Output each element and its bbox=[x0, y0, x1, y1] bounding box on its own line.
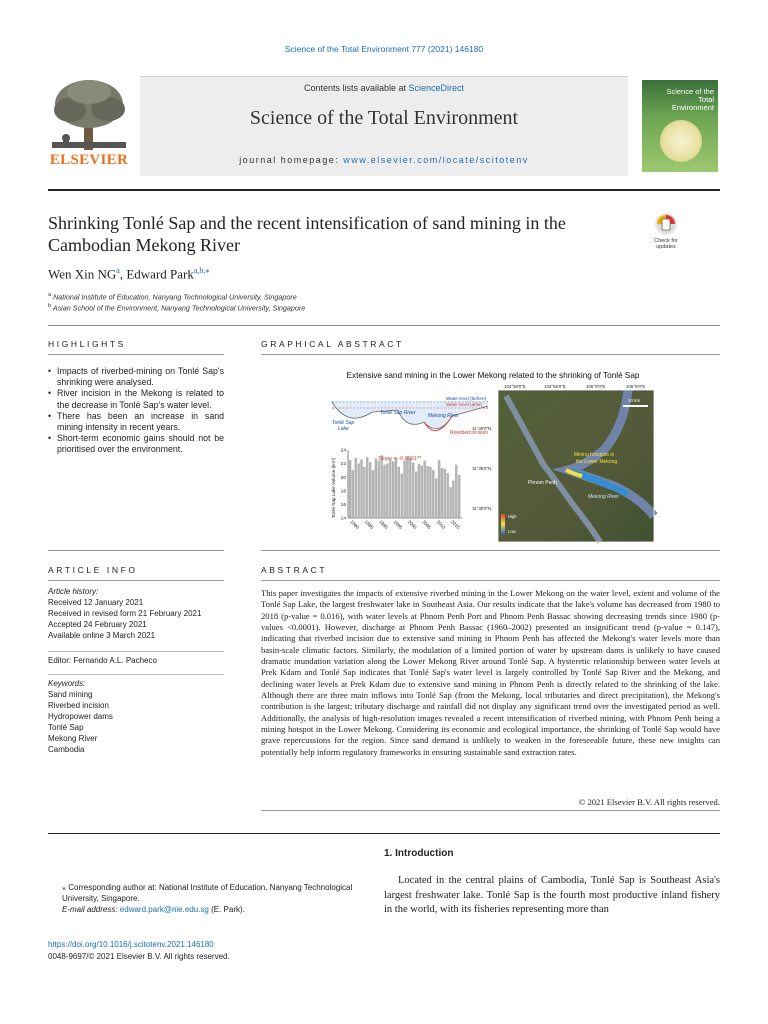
keyword: Hydropower dams bbox=[48, 712, 113, 721]
latitude-label: 11°30'0"N bbox=[472, 506, 492, 511]
email-suffix: (E. Park). bbox=[208, 905, 245, 914]
journal-title: Science of the Total Environment bbox=[249, 107, 519, 129]
x-tick-label: 2000 bbox=[406, 519, 418, 530]
article-history bbox=[48, 586, 224, 641]
article-title: Shrinking Tonlé Sap and the recent intensification of sand mining in the Cambodian Mekong River bbox=[48, 213, 566, 255]
bar-2010 bbox=[435, 479, 437, 518]
contents-prefix: Contents lists available at bbox=[303, 83, 409, 93]
check-updates-icon bbox=[648, 212, 684, 238]
affiliation-a bbox=[48, 292, 297, 301]
bar-1981 bbox=[352, 470, 354, 518]
affiliation-b bbox=[48, 303, 305, 312]
bar-1991 bbox=[381, 455, 383, 518]
homepage-line bbox=[140, 155, 628, 165]
bar-1992 bbox=[383, 465, 385, 518]
history-label: Article history: bbox=[48, 587, 99, 596]
label-riverbed-incision: Riverbed incision bbox=[450, 430, 489, 436]
highlight-item: • Short-term economic gains should not be prioritised over the environment. bbox=[48, 433, 224, 455]
bar-1997 bbox=[398, 467, 400, 518]
x-tick-label: 1985 bbox=[363, 519, 375, 530]
online-date: Available online 3 March 2021 bbox=[48, 631, 156, 640]
bar-2003 bbox=[415, 472, 417, 518]
y-tick-label: 18 bbox=[340, 489, 346, 495]
bar-1982 bbox=[355, 458, 357, 518]
accepted-date: Accepted 24 February 2021 bbox=[48, 620, 147, 629]
affiliation-mark: b bbox=[48, 303, 52, 309]
x-tick-label: 2015 bbox=[449, 519, 461, 530]
highlights-heading: HIGHLIGHTS bbox=[48, 339, 126, 349]
label-tonle-sap-lake-2: Lake bbox=[338, 426, 349, 432]
map-label-hotspot-2: the Lower Mekong bbox=[576, 459, 618, 465]
article-info-heading: ARTICLE INFO bbox=[48, 565, 138, 575]
y-tick-label: 22 bbox=[340, 462, 346, 468]
divider bbox=[261, 580, 720, 581]
y-tick-label: 14 bbox=[340, 516, 346, 522]
email-link[interactable]: edward.park@nie.edu.sg bbox=[119, 905, 209, 914]
keywords-block bbox=[48, 678, 224, 755]
journal-reference[interactable]: Science of the Total Environment 777 (2021) 146180 bbox=[284, 44, 484, 54]
longitude-label: 104°50'0"E bbox=[504, 384, 526, 389]
y-tick-label: 16 bbox=[340, 503, 346, 508]
divider bbox=[48, 354, 224, 355]
author-name[interactable]: Edward Park bbox=[126, 266, 194, 282]
latitude-label: 11°35'0"N bbox=[472, 466, 492, 471]
issn-line: 0048-9697/© 2021 Elsevier B.V. All rights reserved. bbox=[48, 952, 230, 961]
bar-1990 bbox=[378, 461, 380, 518]
x-tick-label: 1980 bbox=[349, 519, 361, 530]
divider bbox=[48, 580, 224, 581]
highlight-item: • There has been an increase in sand mining intensity in recent years. bbox=[48, 411, 224, 433]
cover-title: Science of the Total Environment bbox=[666, 87, 714, 112]
email-label: E-mail address: bbox=[62, 905, 120, 914]
y-tick-label: 20 bbox=[340, 475, 346, 481]
introduction-text: Located in the central plains of Cambodia, Tonlé Sap is Southeast Asia's largest freshwater lake. Tonlé Sap is the fourth most productive inland fishery in the world, with its fisheries representing more than bbox=[384, 875, 720, 915]
bar-2016 bbox=[452, 481, 454, 518]
legend-low: Low bbox=[508, 529, 516, 534]
map-label-mekong: Mekong River bbox=[588, 494, 619, 500]
bar-1986 bbox=[366, 457, 368, 518]
divider bbox=[48, 550, 224, 551]
editor-line: Editor: Fernando A.L. Pacheco bbox=[48, 656, 157, 665]
keyword: Sand mining bbox=[48, 690, 93, 699]
bar-2015 bbox=[450, 487, 452, 518]
author-name[interactable]: Wen Xin NG bbox=[48, 266, 117, 282]
scale-label: 10 km bbox=[628, 398, 641, 403]
x-tick-label: 2005 bbox=[421, 519, 432, 530]
cover-graphic bbox=[660, 120, 702, 162]
latitude-label: 11°40'0"N bbox=[472, 426, 492, 431]
longitude-label: 105°5'0"E bbox=[626, 384, 646, 389]
contents-line bbox=[140, 83, 628, 93]
sciencedirect-link[interactable]: ScienceDirect bbox=[408, 83, 465, 93]
label-mekong-river: Mekong River bbox=[428, 413, 459, 419]
satellite-map bbox=[498, 390, 654, 542]
revised-date: Received in revised form 21 February 2021 bbox=[48, 609, 202, 618]
corresponding-author-note: ⁎ Corresponding author at: National Institute of Education, Nanyang Technological University, Singapore. bbox=[62, 883, 353, 903]
author-list bbox=[48, 266, 209, 282]
affiliation-text: National Institute of Education, Nanyang Technological University, Singapore bbox=[53, 292, 297, 302]
bar-2005 bbox=[421, 466, 423, 518]
bar-1998 bbox=[401, 474, 403, 518]
bar-1994 bbox=[389, 460, 391, 518]
legend-water-after: Water level (after) bbox=[446, 402, 483, 407]
homepage-prefix: journal homepage: bbox=[239, 155, 344, 165]
bar-2002 bbox=[412, 463, 414, 518]
bar-2004 bbox=[418, 464, 420, 518]
map-label-hotspot: Mining hotspots in bbox=[574, 452, 615, 458]
affiliation-text: Asian School of the Environment, Nanyang Technological University, Singapore bbox=[52, 303, 306, 313]
email-line bbox=[48, 904, 368, 915]
bar-2014 bbox=[447, 473, 449, 518]
section-rule bbox=[48, 833, 720, 834]
introduction-heading: 1. Introduction bbox=[384, 848, 454, 859]
bar-2018 bbox=[458, 475, 460, 518]
masthead bbox=[48, 76, 720, 176]
bar-2012 bbox=[441, 468, 443, 518]
bar-2000 bbox=[406, 457, 408, 518]
bar-2007 bbox=[427, 466, 429, 518]
doi-link[interactable]: https://doi.org/10.1016/j.scitotenv.2021.146180 bbox=[48, 940, 214, 949]
bar-2013 bbox=[444, 469, 446, 518]
keyword: Cambodia bbox=[48, 745, 85, 754]
bar-1988 bbox=[372, 470, 374, 518]
section-rule bbox=[48, 325, 720, 326]
keyword: Riverbed incision bbox=[48, 701, 109, 710]
abstract-text: This paper investigates the impacts of extensive riverbed mining in the Lower Mekong on the water level, extent and volume of the Tonlé Sap Lake, the largest freshwater lake in Southeast Asia. Our results indicate that the lake's volume has decreased from 1980 to 2018 (p-value = 0.016), with water levels at Phnom Penh Port and Phnom Penh Bassac showing decreasing trends since 1980 (p-values <0.0001). However, discharge at Phnom Penh Bassac (1960–2002) presented an insignificant trend (p-value = 0.147), indicating that riverbed incision due to extensive sand mining in Phnom Penh has affected the Mekong's water levels more than basin-scale climatic factors. Similarly, the modulation of a limited portion of water by upstream dams is unlikely to have caused dramatic inundation variation along the Lower Mekong River around Tonlé Sap. A hysteretic relationship between water levels at Prek Kdam and Tonlé Sap indicates that Tonlé Sap's water level is largely controlled by Tonlé Sap River and the Mekong, and declining water levels at Prek Kdam due to extensive sand mining in Phnom Penh is directly related to the shrinking of the lake. Although there are three main inflows into Tonlé Sap (from the Mekong, local tributaries and direct precipitation), the Mekong's contribution is the largest; tributary discharge and rainfall did not display any significant trend over the investigated period as well. Additionally, the analysis of high-resolution images revealed a recent intensification of riverbed mining, with Phnom Penh being a mining hotspot in the Lower Mekong. Considering its economic and ecological importance, the shrinking of Tonlé Sap would have grave repercussions for the region. Since sand demand is unlikely to weaken in the foreseeable future, these new insights can potentially help inform regulatory frameworks in ensuring sustainable sand extraction rates. bbox=[261, 588, 720, 757]
bar-2011 bbox=[438, 460, 440, 518]
bar-2001 bbox=[409, 458, 411, 518]
author-separator: , bbox=[119, 266, 127, 282]
longitude-label: 105°0'0"E bbox=[586, 384, 606, 389]
received-date: Received 12 January 2021 bbox=[48, 598, 144, 607]
label-tonle-sap-river: Tonlé Sap River bbox=[380, 410, 416, 416]
bar-2017 bbox=[455, 465, 457, 518]
legend-water-before: Water level (before) bbox=[446, 396, 487, 401]
divider bbox=[261, 810, 720, 811]
bar-1980 bbox=[349, 460, 351, 518]
bar-1996 bbox=[395, 458, 397, 518]
y-tick-labels bbox=[341, 448, 347, 522]
map-label-phnom-penh: Phnom Penh bbox=[528, 480, 557, 486]
graphical-abstract-figure[interactable] bbox=[328, 366, 658, 546]
divider bbox=[48, 651, 224, 652]
graphical-abstract-heading: GRAPHICAL ABSTRACT bbox=[261, 339, 404, 349]
bar-1984 bbox=[360, 460, 362, 518]
longitude-label: 104°55'0"E bbox=[544, 384, 566, 389]
header-rule bbox=[48, 189, 720, 191]
x-tick-label: 1995 bbox=[392, 519, 404, 530]
legend-high: High bbox=[508, 514, 517, 519]
divider bbox=[261, 550, 720, 551]
y-tick-label: 24 bbox=[340, 448, 346, 454]
bars bbox=[349, 455, 460, 518]
keywords-label: Keywords: bbox=[48, 679, 86, 688]
label-tonle-sap-lake: Tonlé Sap bbox=[332, 420, 355, 426]
bar-1985 bbox=[363, 467, 365, 518]
bar-1989 bbox=[375, 459, 377, 518]
bar-2008 bbox=[429, 467, 431, 518]
check-for-updates-button[interactable] bbox=[648, 212, 684, 256]
slope-annotation: Slope = -0.0001** bbox=[378, 456, 422, 462]
publisher-name: ELSEVIER bbox=[49, 152, 129, 168]
lake-volume-bar-chart bbox=[331, 448, 462, 531]
check-updates-label: Check for updates bbox=[654, 238, 678, 250]
journal-banner bbox=[140, 76, 628, 176]
homepage-link[interactable]: www.elsevier.com/locate/scitotenv bbox=[343, 155, 529, 165]
bar-1987 bbox=[369, 462, 371, 518]
divider bbox=[261, 354, 720, 355]
bar-1983 bbox=[358, 464, 360, 518]
ga-title: Extensive sand mining in the Lower Mekong related to the shrinking of Tonlé Sap bbox=[346, 371, 640, 380]
y-axis-label: Tonlé Sap Lake Volume (km³) bbox=[331, 457, 336, 518]
bar-1993 bbox=[386, 464, 388, 518]
keyword: Mekong River bbox=[48, 734, 98, 743]
x-tick-labels bbox=[349, 519, 461, 530]
intensity-legend-bar bbox=[501, 514, 505, 534]
journal-cover-image[interactable] bbox=[642, 80, 718, 172]
bar-2009 bbox=[432, 470, 434, 518]
highlight-item: • River incision in the Mekong is related to the decrease in Tonlé Sap's water level. bbox=[48, 388, 224, 410]
highlight-item: • Impacts of riverbed-mining on Tonlé Sap's shrinking were analysed. bbox=[48, 366, 224, 388]
corresponding-author-footnote bbox=[48, 882, 368, 915]
bar-1995 bbox=[392, 462, 394, 518]
bar-2006 bbox=[424, 461, 426, 518]
x-tick-label: 2010 bbox=[435, 519, 447, 530]
keyword: Tonlé Sap bbox=[48, 723, 84, 732]
x-tick-label: 1990 bbox=[378, 519, 389, 530]
abstract-copyright: © 2021 Elsevier B.V. All rights reserved. bbox=[578, 797, 720, 807]
author-affiliation-mark[interactable]: a,b,⁎ bbox=[193, 266, 210, 275]
bar-1999 bbox=[404, 461, 406, 518]
affiliation-mark: a bbox=[48, 292, 52, 298]
abstract-heading: ABSTRACT bbox=[261, 565, 328, 575]
divider bbox=[48, 674, 224, 675]
highlights-list bbox=[48, 366, 224, 456]
author-affiliation-mark[interactable]: a bbox=[116, 266, 120, 275]
cross-section-diagram bbox=[332, 396, 488, 436]
